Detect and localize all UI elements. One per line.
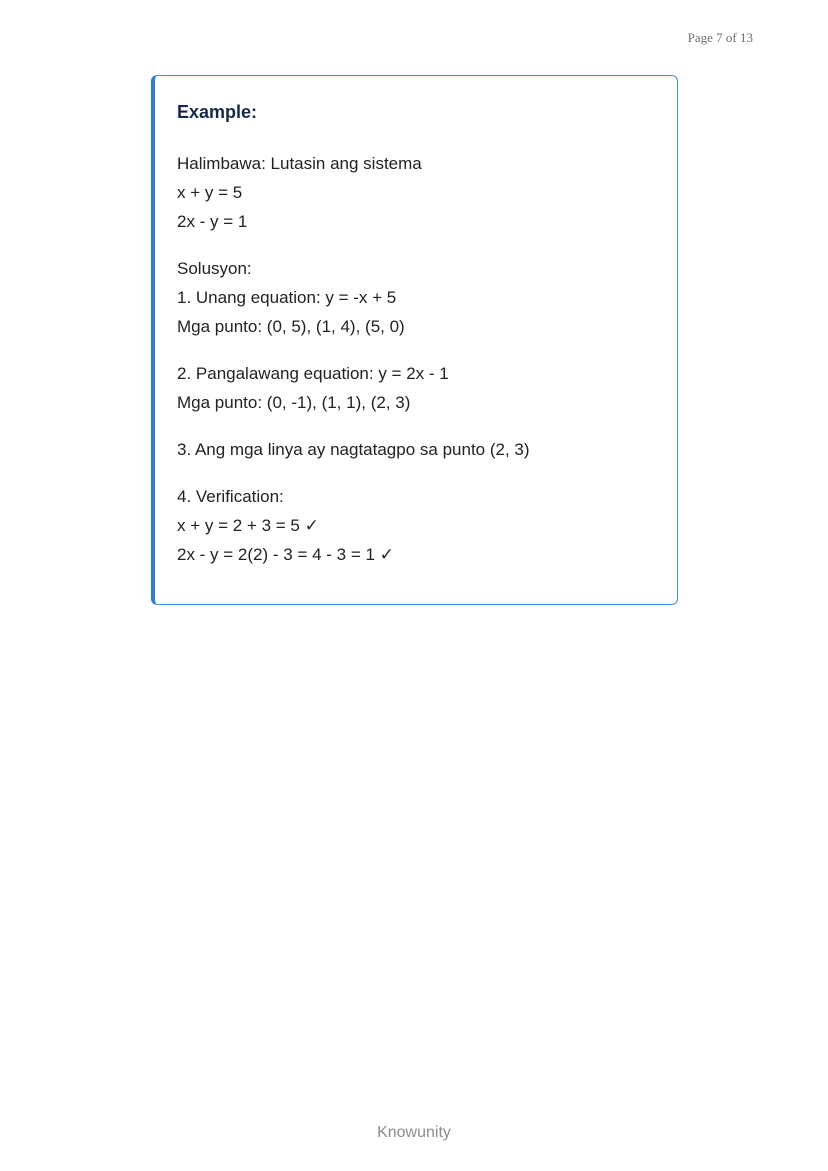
step-2-points: Mga punto: (0, -1), (1, 1), (2, 3) [177, 393, 411, 412]
spacer [177, 341, 655, 359]
example-intro: Halimbawa: Lutasin ang sistema [177, 154, 422, 173]
example-box [151, 75, 678, 605]
footer-brand: Knowunity [377, 1124, 451, 1141]
step-3: 3. Ang mga linya ay nagtatagpo sa punto (2, 3) [177, 440, 530, 459]
step-4: 4. Verification: [177, 487, 284, 506]
spacer [177, 464, 655, 482]
step-2: 2. Pangalawang equation: y = 2x - 1 [177, 364, 449, 383]
verification-2: 2x - y = 2(2) - 3 = 4 - 3 = 1 ✓ [177, 545, 394, 564]
spacer [177, 417, 655, 435]
equation-2: 2x - y = 1 [177, 212, 248, 231]
step-1-points: Mga punto: (0, 5), (1, 4), (5, 0) [177, 317, 405, 336]
page-number: Page 7 of 13 [687, 30, 753, 45]
step-1: 1. Unang equation: y = -x + 5 [177, 288, 397, 307]
solution-label: Solusyon: [177, 259, 252, 278]
verification-1: x + y = 2 + 3 = 5 ✓ [177, 516, 319, 535]
example-title: Example: [177, 102, 258, 122]
spacer [177, 236, 655, 254]
equation-1: x + y = 5 [177, 183, 243, 202]
